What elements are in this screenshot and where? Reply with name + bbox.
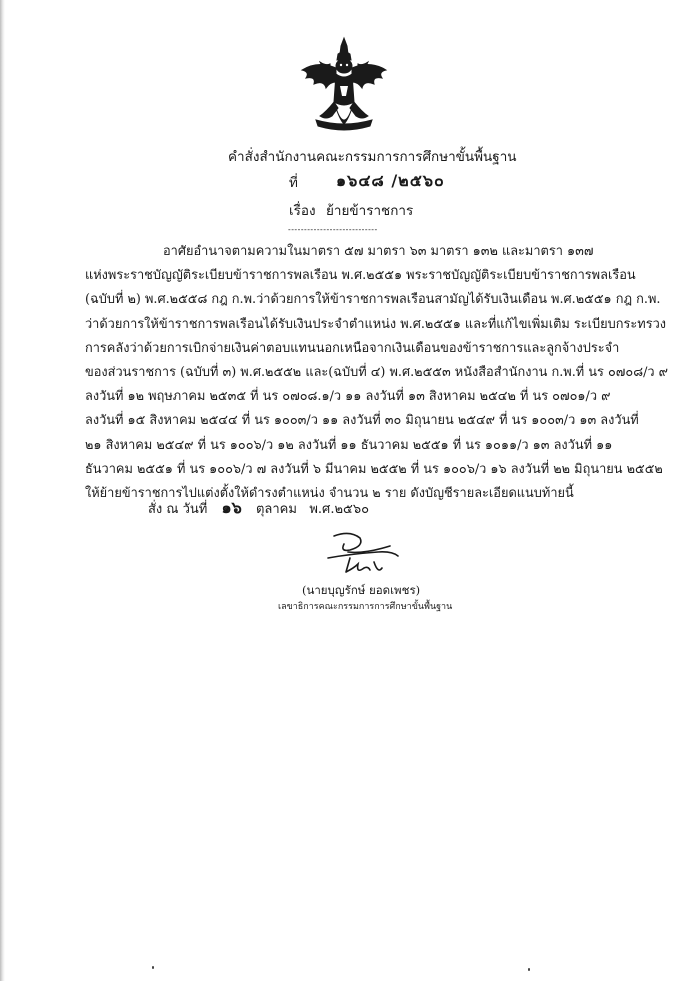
order-date-day: ๑๖ [221, 498, 242, 517]
scan-edge [0, 0, 5, 981]
order-date-year: พ.ศ.๒๕๖๐ [309, 502, 370, 517]
body-line: ว่าด้วยการให้ข้าราชการพลเรือนได้รับเงินประจำตำแหน่ง พ.ศ.๒๕๕๑ และที่แก้ไขเพิ่มเติม ระเบียบกระทรวง [85, 316, 667, 332]
scan-speck [528, 968, 530, 971]
body-line: การคลังว่าด้วยการเบิกจ่ายเงินค่าตอบแทนนอกเหนือจากเงินเดือนของข้าราชการและลูกจ้างประจำ [85, 340, 620, 356]
signer-name: (นายบุญรักษ์ ยอดเพชร) [302, 583, 421, 597]
body-text [85, 240, 669, 506]
body-line: ๒๑ สิงหาคม ๒๕๔๙ ที่ นร ๑๐๐๖/ว ๑๒ ลงวันที่ ๑๑ ธันวาคม ๒๕๕๑ ที่ นร ๑๐๑๑/ว ๑๓ ลงวันที่ ๑๑ [85, 437, 613, 453]
handwritten-signature-icon [320, 528, 406, 580]
order-number-label: ที่ [289, 175, 298, 191]
body-line: ให้ย้ายข้าราชการไปแต่งตั้งให้ดำรงตำแหน่ง จำนวน ๒ ราย ดังบัญชีรายละเอียดแนบท้ายนี้ [85, 486, 574, 502]
subject-value: ย้ายข้าราชการ [326, 203, 414, 219]
garuda-emblem-icon [296, 36, 392, 140]
body-line: อาศัยอำนาจตามความในมาตรา ๕๗ มาตรา ๖๓ มาตรา ๑๓๒ และมาตรา ๑๓๗ [163, 244, 594, 259]
signer-title: เลขาธิการคณะกรรมการการศึกษาขั้นพื้นฐาน [278, 602, 453, 612]
body-line: ลงวันที่ ๑๕ สิงหาคม ๒๕๔๔ ที่ นร ๑๐๐๓/ว ๑๑ ลงวันที่ ๓๐ มิถุนายน ๒๕๔๙ ที่ นร ๑๐๐๓/ว ๑๓ ลงวันที่ [85, 413, 639, 429]
order-title: คำสั่งสำนักงานคณะกรรมการการศึกษาขั้นพื้นฐาน [228, 149, 517, 165]
order-date-line [148, 496, 369, 521]
body-line: ลงวันที่ ๑๒ พฤษภาคม ๒๕๓๕ ที่ นร ๐๗๐๘.๑/ว ๑๑ ลงวันที่ ๑๓ สิงหาคม ๒๕๔๒ ที่ นร ๐๗๐๑/ว ๙ [85, 389, 611, 405]
order-date-prefix: สั่ง ณ วันที่ [148, 502, 208, 517]
order-number-value: ๑๖๔๘ /๒๕๖๐ [336, 171, 445, 190]
body-line: (ฉบับที่ ๒) พ.ศ.๒๕๕๘ กฎ ก.พ.ว่าด้วยการให้ข้าราชการพลเรือนสามัญได้รับเงินเดือน พ.ศ.๒๕๕๑ กฎ ก.พ. [85, 292, 661, 308]
order-date-month: ตุลาคม [255, 502, 297, 517]
subject-label: เรื่อง [289, 203, 316, 219]
body-line: แห่งพระราชบัญญัติระเบียบข้าราชการพลเรือน พ.ศ.๒๕๕๑ พระราชบัญญัติระเบียบข้าราชการพลเรือน [85, 268, 636, 284]
scan-speck [152, 966, 154, 969]
header-divider: ---------------------------- [288, 225, 378, 234]
body-line: ของส่วนราชการ (ฉบับที่ ๓) พ.ศ.๒๕๕๒ และ(ฉบับที่ ๔) พ.ศ.๒๕๕๓ หนังสือสำนักงาน ก.พ.ที่ นร ๐๗๐๘/ว ๙ [85, 365, 669, 381]
body-line: ธันวาคม ๒๕๕๑ ที่ นร ๑๐๐๖/ว ๗ ลงวันที่ ๖ มีนาคม ๒๕๕๒ ที่ นร ๑๐๐๖/ว ๑๖ ลงวันที่ ๒๒ มิถุนายน ๒๕๕๒ [85, 461, 663, 477]
